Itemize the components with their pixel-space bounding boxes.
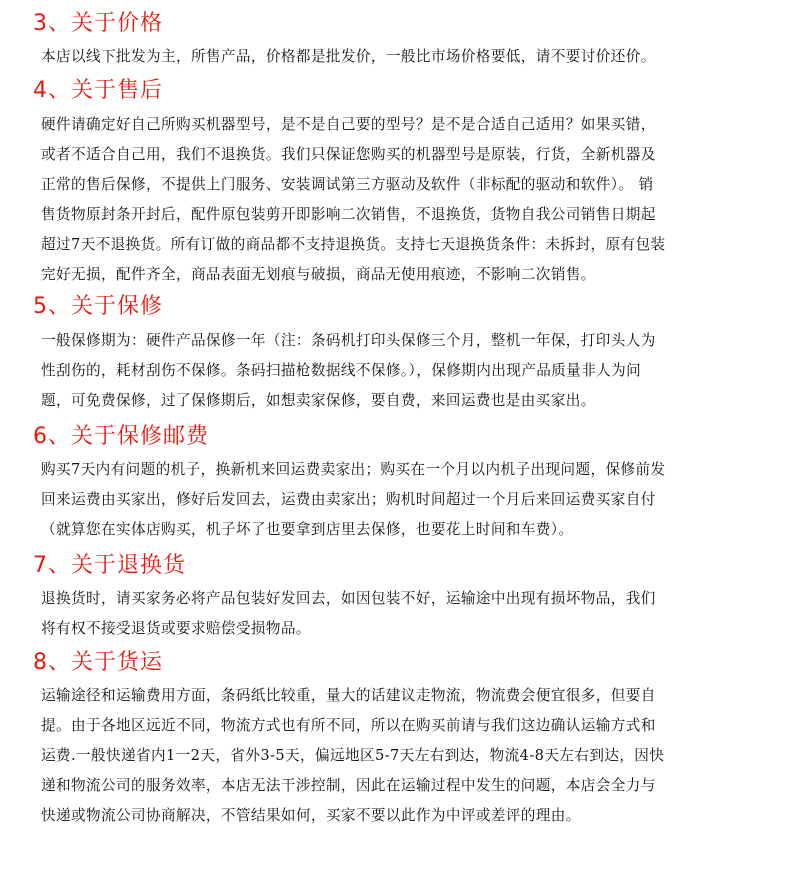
text-line: 完好无损，配件齐全，商品表面无划痕与破损，商品无使用痕迹，不影响二次销售。 [41, 266, 596, 283]
text-line: 购买7天内有问题的机子，换新机来回运费卖家出；购买在一个月以内机子出现问题，保修前发 [41, 461, 666, 478]
section-body-after-sales [41, 110, 756, 290]
text-line: 运费.一般快递省内1一2天，省外3-5天，偏远地区5-7天左右到达，物流4-8天左右到达，因快 [41, 747, 665, 764]
text-line: 正常的售后保修，不提供上门服务、安装调试第三方驱动及软件（非标配的驱动和软件）。 销 [41, 176, 654, 193]
section-title-after-sales: 4、关于售后 [33, 78, 163, 103]
text-line: 退换货时，请买家务必将产品包装好发回去，如因包装不好，运输途中出现有损坏物品，我们 [41, 590, 656, 607]
text-line: 一般保修期为：硬件产品保修一年（注：条码机打印头保修三个月，整机一年保，打印头人为 [41, 332, 656, 349]
text-line: 本店以线下批发为主，所售产品，价格都是批发价，一般比市场价格要低，请不要讨价还价。 [41, 48, 656, 65]
text-line: 或者不适合自己用，我们不退换货。我们只保证您购买的机器型号是原装，行货，全新机器及 [41, 146, 656, 163]
text-line: 售货物原封条开封后，配件原包装剪开即影响二次销售，不退换货，货物自我公司销售日期起 [41, 206, 656, 223]
text-line: 回来运费由买家出，修好后发回去，运费由卖家出；购机时间超过一个月后来回运费买家自付 [41, 491, 656, 508]
text-line: 将有权不接受退货或要求赔偿受损物品。 [41, 620, 311, 637]
text-line: 递和物流公司的服务效率，本店无法干涉控制，因此在运输过程中发生的问题，本店会全力与 [41, 777, 656, 794]
section-body-returns [41, 584, 756, 644]
section-body-warranty [41, 326, 756, 416]
text-line: 性刮伤的，耗材刮伤不保修。条码扫描枪数据线不保修。），保修期内出现产品质量非人为问 [41, 362, 642, 379]
text-line: 硬件请确定好自己所购买机器型号，是不是自己要的型号？是不是合适自己适用？如果买错， [41, 116, 656, 133]
section-body-warranty-shipping [41, 455, 756, 545]
section-title-returns: 7、关于退换货 [33, 553, 186, 578]
section-title-warranty-shipping: 6、关于保修邮费 [33, 424, 209, 449]
text-line: 超过7天不退换货。所有订做的商品都不支持退换货。支持七天退换货条件：未拆封，原有包装 [41, 236, 666, 253]
section-body-freight [41, 681, 756, 831]
text-line: 题，可免费保修，过了保修期后，如想卖家保修，要自费，来回运费也是由买家出。 [41, 392, 596, 409]
section-title-freight: 8、关于货运 [33, 650, 163, 675]
text-line: 提。由于各地区远近不同，物流方式也有所不同，所以在购买前请与我们这边确认运输方式和 [41, 717, 656, 734]
section-body-price [41, 42, 756, 72]
text-line: 快递或物流公司协商解决，不管结果如何，买家不要以此作为中评或差评的理由。 [41, 807, 581, 824]
section-title-price: 3、关于价格 [33, 11, 163, 36]
text-line: 运输途径和运输费用方面，条码纸比较重，量大的话建议走物流，物流费会便宜很多，但要自 [41, 687, 656, 704]
text-line: （就算您在实体店购买，机子坏了也要拿到店里去保修，也要花上时间和车费）。 [41, 521, 574, 538]
section-title-warranty: 5、关于保修 [33, 294, 163, 319]
